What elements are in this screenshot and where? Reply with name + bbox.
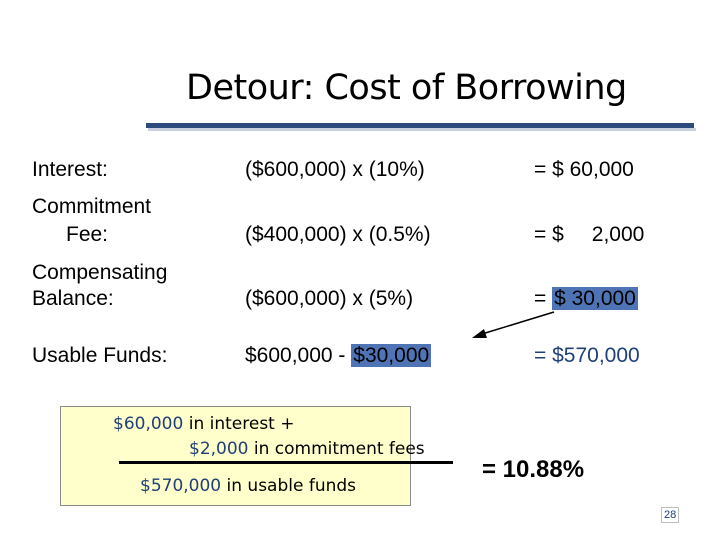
numerator1-amount: $60,000	[113, 414, 184, 434]
commitment-result-prefix: = $	[534, 223, 564, 246]
interest-label: Interest:	[32, 158, 108, 181]
compensating-result-highlight: $ 30,000	[554, 287, 636, 310]
numerator-line2	[189, 439, 425, 459]
numerator2-text: in commitment fees	[248, 439, 425, 459]
usable-calc-base: $600,000 -	[245, 344, 346, 367]
page-number: 28	[661, 507, 679, 523]
usable-result: = $570,000	[534, 344, 640, 367]
denominator-text: in usable funds	[221, 476, 357, 496]
fraction-bar	[119, 461, 453, 464]
numerator2-amount: $2,000	[189, 439, 249, 459]
commitment-result-value: 2,000	[591, 223, 645, 246]
title-underline-shadow	[148, 128, 696, 131]
commitment-calc: ($400,000) x (0.5%)	[245, 223, 431, 246]
formula-box	[60, 406, 425, 506]
denominator-amount: $570,000	[140, 476, 222, 496]
slide-title: Detour: Cost of Borrowing	[186, 68, 627, 108]
usable-calc	[245, 344, 431, 368]
usable-calc-highlight: $30,000	[353, 344, 430, 367]
commitment-result	[534, 223, 644, 247]
title-underline	[146, 123, 694, 128]
interest-result-prefix: = $	[534, 158, 564, 181]
compensating-result-prefix: =	[534, 287, 547, 310]
numerator-line1	[113, 414, 295, 434]
commitment-label-line1: Commitment	[32, 195, 152, 218]
effective-rate-result: = 10.88%	[482, 456, 585, 483]
compensating-calc: ($600,000) x (5%)	[245, 287, 414, 310]
compensating-label-line1: Compensating	[32, 261, 168, 284]
interest-result	[534, 158, 634, 182]
numerator1-text: in interest +	[183, 414, 295, 434]
commitment-label-line2: Fee:	[66, 223, 109, 246]
interest-result-value: 60,000	[569, 158, 634, 181]
interest-calc: ($600,000) x (10%)	[245, 158, 425, 181]
compensating-label-line2: Balance:	[32, 287, 114, 310]
denominator-line	[140, 476, 356, 496]
arrow-icon	[470, 308, 560, 342]
usable-label: Usable Funds:	[32, 344, 168, 367]
